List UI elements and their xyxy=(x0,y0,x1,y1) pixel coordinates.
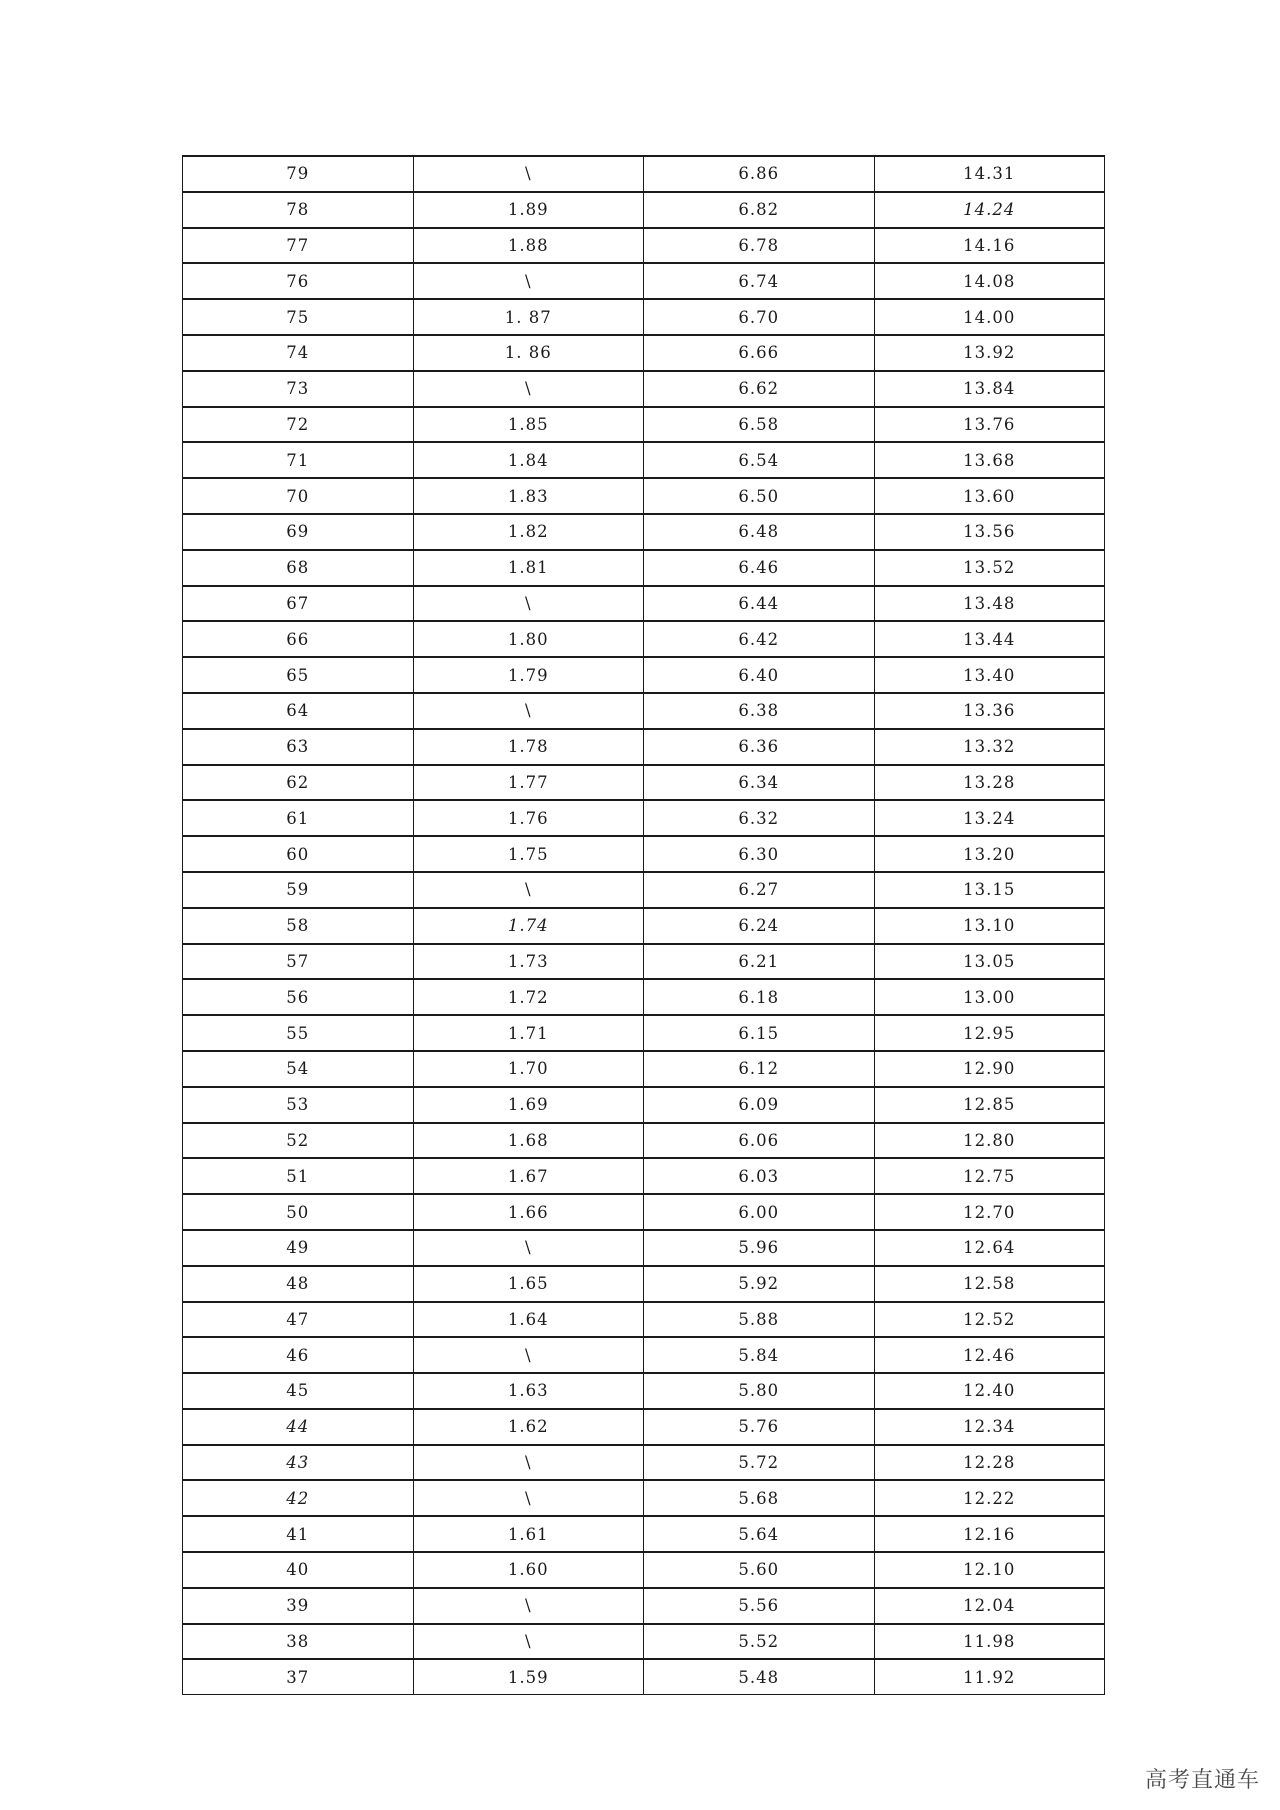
table-row xyxy=(183,442,1105,478)
score-cell: 64 xyxy=(183,693,414,729)
value-a-cell: 1.67 xyxy=(413,1158,644,1194)
value-a-cell: 1.71 xyxy=(413,1015,644,1051)
score-cell: 48 xyxy=(183,1266,414,1302)
value-a-cell: 1.75 xyxy=(413,836,644,872)
score-cell: 66 xyxy=(183,621,414,657)
table-row xyxy=(183,335,1105,371)
value-a-cell: 1.76 xyxy=(413,800,644,836)
table-row xyxy=(183,1302,1105,1338)
score-cell: 77 xyxy=(183,228,414,264)
table-row xyxy=(183,586,1105,622)
value-b-cell: 6.42 xyxy=(644,621,875,657)
value-a-cell: 1.81 xyxy=(413,550,644,586)
value-c-cell: 12.70 xyxy=(874,1194,1105,1230)
table-row xyxy=(183,1659,1105,1694)
value-a-cell: \ xyxy=(413,872,644,908)
value-a-cell: 1.73 xyxy=(413,944,644,980)
table-row xyxy=(183,1015,1105,1051)
score-cell: 72 xyxy=(183,407,414,443)
value-b-cell: 6.38 xyxy=(644,693,875,729)
value-b-cell: 6.86 xyxy=(644,156,875,192)
table-row xyxy=(183,765,1105,801)
table-row xyxy=(183,371,1105,407)
score-cell: 47 xyxy=(183,1302,414,1338)
value-b-cell: 5.56 xyxy=(644,1588,875,1624)
table-row xyxy=(183,1337,1105,1373)
score-cell: 74 xyxy=(183,335,414,371)
value-b-cell: 6.62 xyxy=(644,371,875,407)
value-c-cell: 14.00 xyxy=(874,299,1105,335)
table-row xyxy=(183,872,1105,908)
value-a-cell: \ xyxy=(413,1588,644,1624)
value-a-cell: 1.70 xyxy=(413,1051,644,1087)
score-cell: 45 xyxy=(183,1373,414,1409)
table-row xyxy=(183,478,1105,514)
value-a-cell: 1.66 xyxy=(413,1194,644,1230)
value-b-cell: 6.21 xyxy=(644,944,875,980)
table-row xyxy=(183,192,1105,228)
table-row xyxy=(183,1194,1105,1230)
value-c-cell: 13.05 xyxy=(874,944,1105,980)
value-b-cell: 6.27 xyxy=(644,872,875,908)
value-a-cell: 1.79 xyxy=(413,657,644,693)
score-cell: 56 xyxy=(183,979,414,1015)
value-a-cell: 1.85 xyxy=(413,407,644,443)
value-a-cell: \ xyxy=(413,1445,644,1481)
score-cell: 70 xyxy=(183,478,414,514)
value-c-cell: 12.58 xyxy=(874,1266,1105,1302)
value-a-cell: 1.77 xyxy=(413,765,644,801)
score-cell: 69 xyxy=(183,514,414,550)
value-a-cell: \ xyxy=(413,1337,644,1373)
table-row xyxy=(183,944,1105,980)
value-c-cell: 13.48 xyxy=(874,586,1105,622)
value-c-cell: 12.75 xyxy=(874,1158,1105,1194)
value-a-cell: \ xyxy=(413,1230,644,1266)
value-b-cell: 6.46 xyxy=(644,550,875,586)
value-a-cell: \ xyxy=(413,263,644,299)
value-b-cell: 6.44 xyxy=(644,586,875,622)
table-row xyxy=(183,1516,1105,1552)
score-cell: 39 xyxy=(183,1588,414,1624)
score-cell: 63 xyxy=(183,729,414,765)
value-c-cell: 12.10 xyxy=(874,1552,1105,1588)
score-cell: 55 xyxy=(183,1015,414,1051)
value-a-cell: 1.61 xyxy=(413,1516,644,1552)
value-b-cell: 5.52 xyxy=(644,1624,875,1660)
score-cell: 68 xyxy=(183,550,414,586)
table-row xyxy=(183,550,1105,586)
value-c-cell: 12.28 xyxy=(874,1445,1105,1481)
value-a-cell: 1.84 xyxy=(413,442,644,478)
value-a-cell: \ xyxy=(413,693,644,729)
score-cell: 51 xyxy=(183,1158,414,1194)
table-row xyxy=(183,836,1105,872)
value-c-cell: 13.76 xyxy=(874,407,1105,443)
table-row xyxy=(183,156,1105,192)
score-cell: 59 xyxy=(183,872,414,908)
value-b-cell: 5.48 xyxy=(644,1659,875,1694)
value-b-cell: 5.88 xyxy=(644,1302,875,1338)
value-b-cell: 5.76 xyxy=(644,1409,875,1445)
value-b-cell: 5.80 xyxy=(644,1373,875,1409)
value-c-cell: 12.16 xyxy=(874,1516,1105,1552)
score-cell: 40 xyxy=(183,1552,414,1588)
value-c-cell: 12.46 xyxy=(874,1337,1105,1373)
score-cell: 38 xyxy=(183,1624,414,1660)
value-c-cell: 12.64 xyxy=(874,1230,1105,1266)
score-cell: 41 xyxy=(183,1516,414,1552)
value-b-cell: 6.74 xyxy=(644,263,875,299)
value-c-cell: 14.08 xyxy=(874,263,1105,299)
score-cell: 79 xyxy=(183,156,414,192)
value-b-cell: 6.54 xyxy=(644,442,875,478)
value-c-cell: 14.31 xyxy=(874,156,1105,192)
value-b-cell: 6.00 xyxy=(644,1194,875,1230)
value-c-cell: 12.22 xyxy=(874,1480,1105,1516)
value-b-cell: 6.24 xyxy=(644,908,875,944)
value-c-cell: 13.40 xyxy=(874,657,1105,693)
score-cell: 78 xyxy=(183,192,414,228)
table-row xyxy=(183,228,1105,264)
table-row xyxy=(183,1087,1105,1123)
score-cell: 76 xyxy=(183,263,414,299)
score-table-body xyxy=(183,156,1105,1695)
value-a-cell: 1.69 xyxy=(413,1087,644,1123)
table-row xyxy=(183,1123,1105,1159)
value-b-cell: 6.09 xyxy=(644,1087,875,1123)
score-cell: 61 xyxy=(183,800,414,836)
score-cell: 42 xyxy=(183,1480,414,1516)
value-a-cell: 1.59 xyxy=(413,1659,644,1694)
value-b-cell: 6.66 xyxy=(644,335,875,371)
value-b-cell: 5.64 xyxy=(644,1516,875,1552)
value-c-cell: 13.15 xyxy=(874,872,1105,908)
value-a-cell: 1.78 xyxy=(413,729,644,765)
table-row xyxy=(183,729,1105,765)
table-row xyxy=(183,621,1105,657)
value-c-cell: 13.44 xyxy=(874,621,1105,657)
value-b-cell: 6.70 xyxy=(644,299,875,335)
value-a-cell: 1.89 xyxy=(413,192,644,228)
table-row xyxy=(183,657,1105,693)
table-row xyxy=(183,263,1105,299)
value-c-cell: 14.24 xyxy=(874,192,1105,228)
table-row xyxy=(183,908,1105,944)
value-b-cell: 6.48 xyxy=(644,514,875,550)
value-c-cell: 13.24 xyxy=(874,800,1105,836)
score-cell: 57 xyxy=(183,944,414,980)
value-c-cell: 12.52 xyxy=(874,1302,1105,1338)
value-b-cell: 6.30 xyxy=(644,836,875,872)
value-c-cell: 13.56 xyxy=(874,514,1105,550)
table-row xyxy=(183,1266,1105,1302)
value-a-cell: 1.83 xyxy=(413,478,644,514)
value-a-cell: 1.82 xyxy=(413,514,644,550)
value-c-cell: 12.34 xyxy=(874,1409,1105,1445)
value-c-cell: 13.92 xyxy=(874,335,1105,371)
value-b-cell: 6.06 xyxy=(644,1123,875,1159)
value-a-cell: 1. 86 xyxy=(413,335,644,371)
value-a-cell: 1.64 xyxy=(413,1302,644,1338)
table-row xyxy=(183,979,1105,1015)
value-c-cell: 13.84 xyxy=(874,371,1105,407)
table-row xyxy=(183,1409,1105,1445)
value-a-cell: \ xyxy=(413,156,644,192)
value-a-cell: 1.68 xyxy=(413,1123,644,1159)
value-b-cell: 6.15 xyxy=(644,1015,875,1051)
value-c-cell: 13.60 xyxy=(874,478,1105,514)
value-a-cell: 1. 87 xyxy=(413,299,644,335)
score-cell: 43 xyxy=(183,1445,414,1481)
value-b-cell: 6.12 xyxy=(644,1051,875,1087)
score-cell: 49 xyxy=(183,1230,414,1266)
score-cell: 54 xyxy=(183,1051,414,1087)
score-cell: 46 xyxy=(183,1337,414,1373)
value-c-cell: 13.52 xyxy=(874,550,1105,586)
value-b-cell: 6.18 xyxy=(644,979,875,1015)
value-c-cell: 12.90 xyxy=(874,1051,1105,1087)
value-a-cell: 1.88 xyxy=(413,228,644,264)
value-c-cell: 12.85 xyxy=(874,1087,1105,1123)
value-c-cell: 13.10 xyxy=(874,908,1105,944)
value-c-cell: 11.92 xyxy=(874,1659,1105,1694)
value-b-cell: 5.68 xyxy=(644,1480,875,1516)
table-row xyxy=(183,1588,1105,1624)
value-a-cell: \ xyxy=(413,1624,644,1660)
value-c-cell: 12.40 xyxy=(874,1373,1105,1409)
table-row xyxy=(183,1230,1105,1266)
value-a-cell: 1.60 xyxy=(413,1552,644,1588)
value-b-cell: 5.60 xyxy=(644,1552,875,1588)
value-c-cell: 13.32 xyxy=(874,729,1105,765)
value-a-cell: \ xyxy=(413,1480,644,1516)
value-b-cell: 6.78 xyxy=(644,228,875,264)
table-row xyxy=(183,1480,1105,1516)
value-b-cell: 6.40 xyxy=(644,657,875,693)
value-c-cell: 13.28 xyxy=(874,765,1105,801)
value-c-cell: 14.16 xyxy=(874,228,1105,264)
table-row xyxy=(183,1624,1105,1660)
value-b-cell: 5.84 xyxy=(644,1337,875,1373)
value-b-cell: 5.96 xyxy=(644,1230,875,1266)
score-cell: 62 xyxy=(183,765,414,801)
value-c-cell: 11.98 xyxy=(874,1624,1105,1660)
score-cell: 52 xyxy=(183,1123,414,1159)
value-c-cell: 13.20 xyxy=(874,836,1105,872)
score-cell: 58 xyxy=(183,908,414,944)
value-b-cell: 6.36 xyxy=(644,729,875,765)
value-a-cell: \ xyxy=(413,586,644,622)
value-c-cell: 12.95 xyxy=(874,1015,1105,1051)
score-cell: 37 xyxy=(183,1659,414,1694)
table-row xyxy=(183,693,1105,729)
value-b-cell: 5.92 xyxy=(644,1266,875,1302)
table-row xyxy=(183,407,1105,443)
value-c-cell: 13.00 xyxy=(874,979,1105,1015)
score-cell: 53 xyxy=(183,1087,414,1123)
table-row xyxy=(183,1373,1105,1409)
value-c-cell: 13.68 xyxy=(874,442,1105,478)
value-a-cell: 1.72 xyxy=(413,979,644,1015)
value-b-cell: 6.32 xyxy=(644,800,875,836)
score-cell: 65 xyxy=(183,657,414,693)
table-row xyxy=(183,1445,1105,1481)
value-a-cell: 1.62 xyxy=(413,1409,644,1445)
value-b-cell: 6.03 xyxy=(644,1158,875,1194)
table-row xyxy=(183,1552,1105,1588)
value-b-cell: 6.58 xyxy=(644,407,875,443)
table-row xyxy=(183,1158,1105,1194)
watermark-text: 高考直通车 xyxy=(1144,1768,1260,1793)
score-table xyxy=(182,155,1105,1695)
value-a-cell: 1.80 xyxy=(413,621,644,657)
value-c-cell: 12.04 xyxy=(874,1588,1105,1624)
value-b-cell: 6.34 xyxy=(644,765,875,801)
score-cell: 75 xyxy=(183,299,414,335)
value-a-cell: 1.74 xyxy=(413,908,644,944)
value-a-cell: 1.63 xyxy=(413,1373,644,1409)
score-cell: 44 xyxy=(183,1409,414,1445)
value-a-cell: 1.65 xyxy=(413,1266,644,1302)
score-cell: 73 xyxy=(183,371,414,407)
table-row xyxy=(183,514,1105,550)
score-cell: 71 xyxy=(183,442,414,478)
value-b-cell: 6.82 xyxy=(644,192,875,228)
score-cell: 60 xyxy=(183,836,414,872)
score-cell: 67 xyxy=(183,586,414,622)
value-c-cell: 12.80 xyxy=(874,1123,1105,1159)
table-row xyxy=(183,299,1105,335)
value-b-cell: 5.72 xyxy=(644,1445,875,1481)
value-c-cell: 13.36 xyxy=(874,693,1105,729)
table-row xyxy=(183,1051,1105,1087)
score-cell: 50 xyxy=(183,1194,414,1230)
value-a-cell: \ xyxy=(413,371,644,407)
value-b-cell: 6.50 xyxy=(644,478,875,514)
table-row xyxy=(183,800,1105,836)
